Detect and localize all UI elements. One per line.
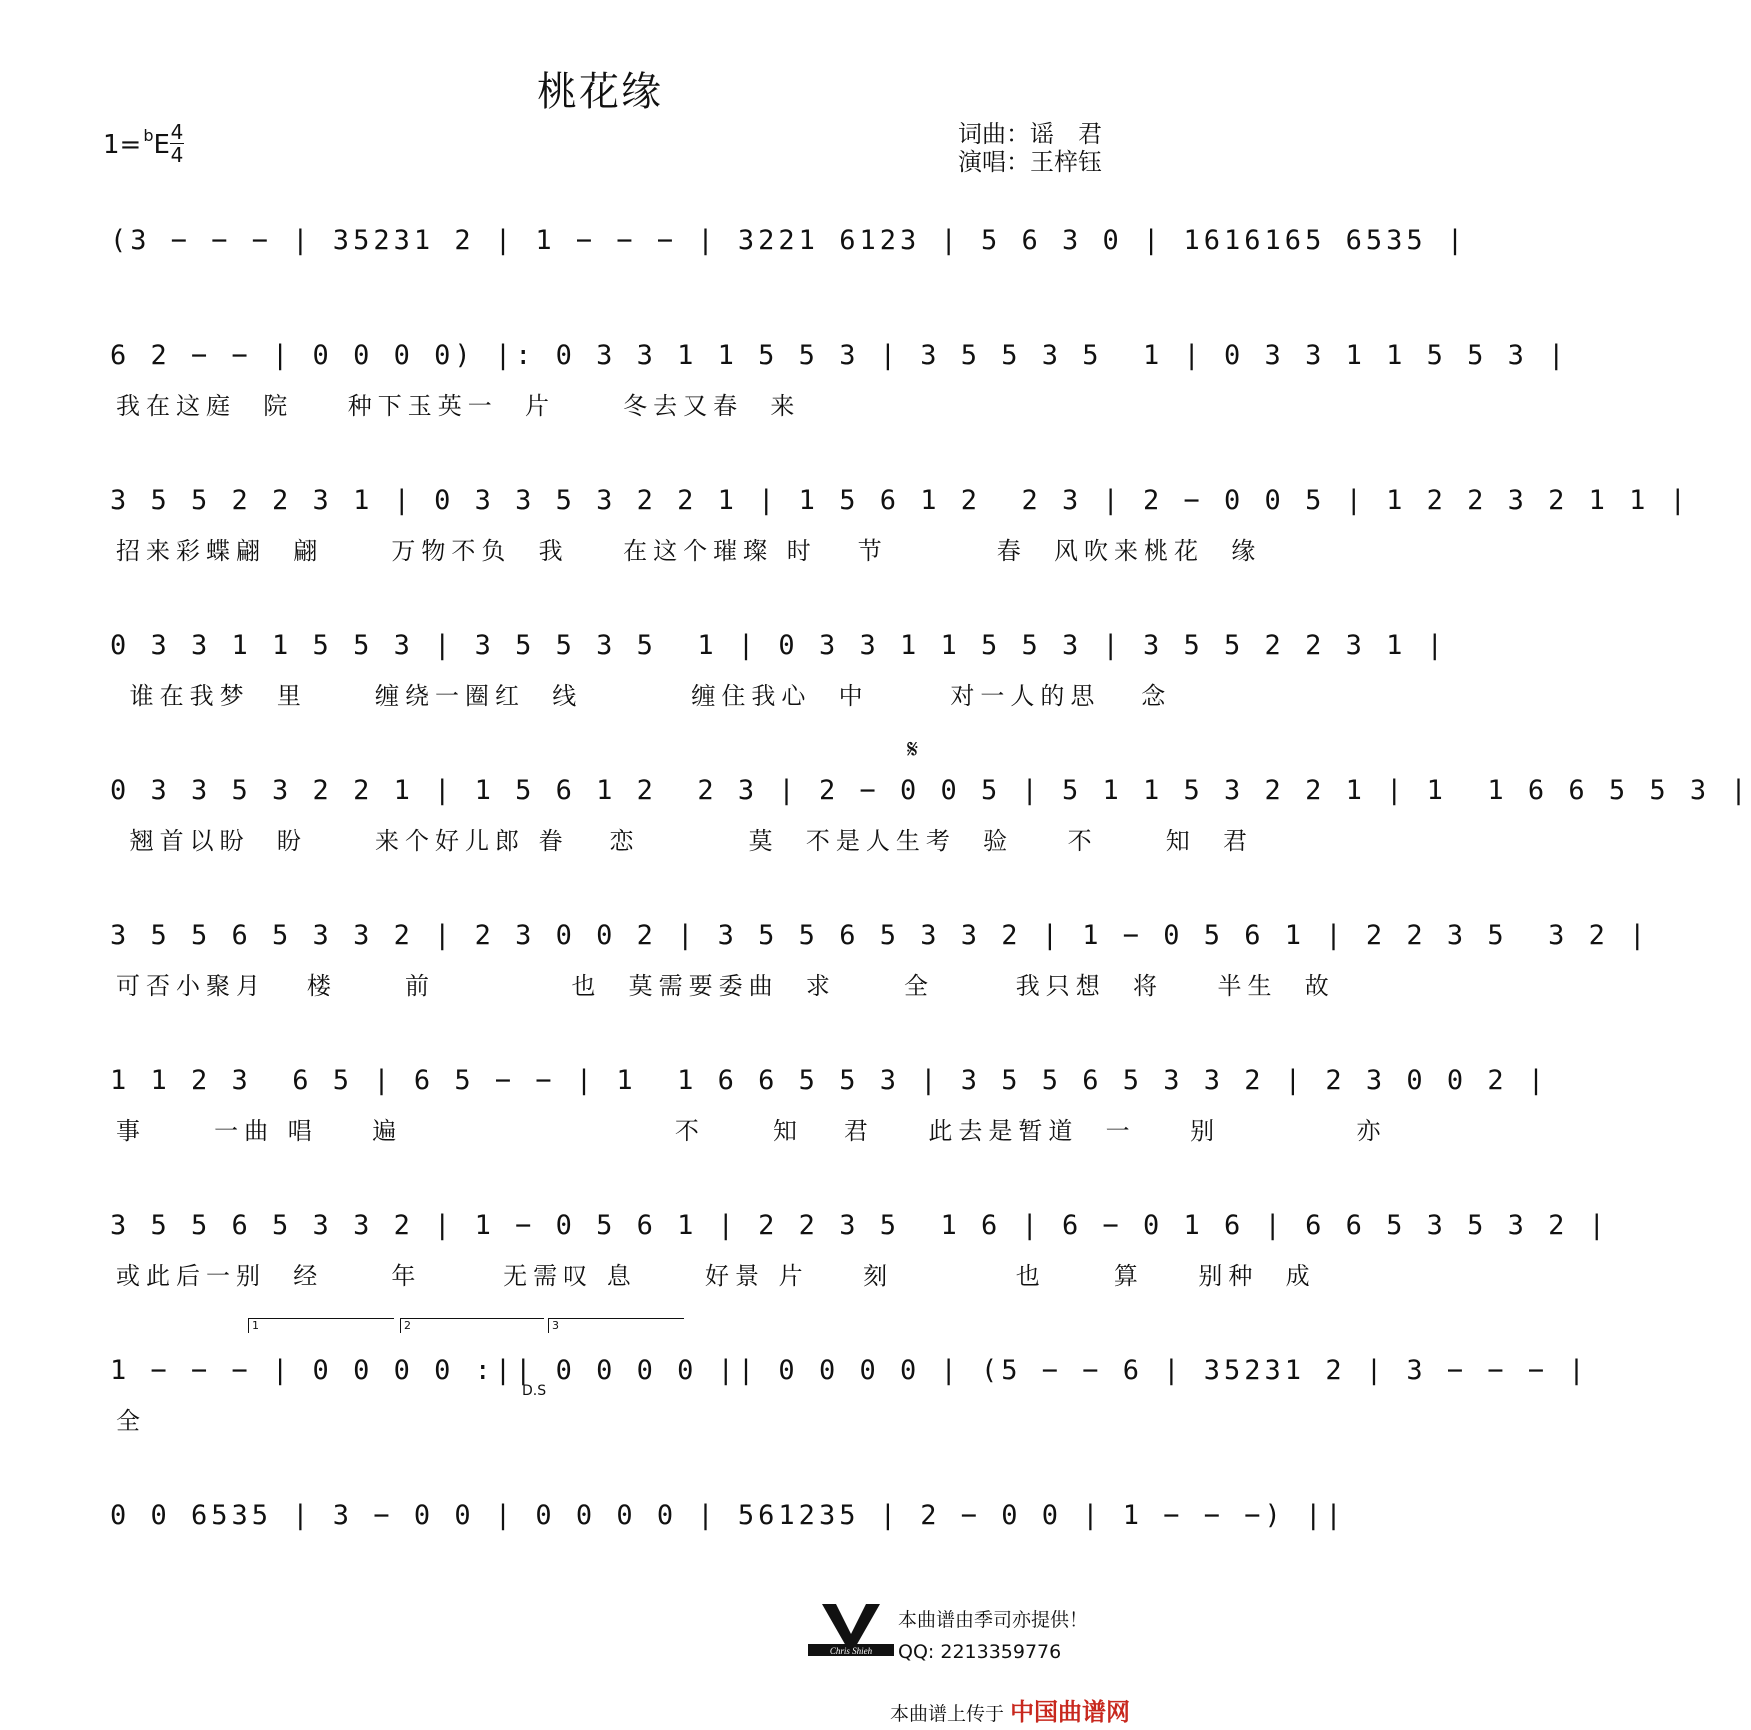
- notes-line: 1 − − − | 0 0 0 0 :|| 0 0 0 0 || 0 0 0 0 | (5 − − 6 | 35231 2 | 3 − − − |: [110, 1355, 1589, 1386]
- key-signature: [103, 126, 170, 160]
- score-row: [110, 630, 1447, 710]
- lyrics-line: 事 一曲 唱 遍 不 知 君 此去是暂道 一 别 亦: [116, 1117, 1387, 1145]
- lyricist-composer: 词曲：谣 君: [958, 120, 1102, 148]
- score-row: [110, 775, 1751, 855]
- logo-v-icon: [808, 1604, 894, 1658]
- lyrics-line: 可否小聚月 楼 前 也 莫需要委曲 求 全 我只想 将 半生 故: [116, 972, 1335, 1000]
- notes-line: 3 5 5 6 5 3 3 2 | 1 − 0 5 6 1 | 2 2 3 5 1 6 | 6 − 0 1 6 | 6 6 5 3 5 3 2 |: [110, 1210, 1609, 1241]
- lyrics-line: 我在这庭 院 种下玉英一 片 冬去又春 来: [116, 392, 801, 420]
- notes-line: 3 5 5 6 5 3 3 2 | 2 3 0 0 2 | 3 5 5 6 5 3 3 2 | 1 − 0 5 6 1 | 2 2 3 5 3 2 |: [110, 920, 1650, 951]
- provider-line: 本曲谱由季司亦提供！: [898, 1609, 1089, 1631]
- lyrics-line: 翘首以盼 盼 来个好儿郎 眷 恋 莫 不是人生考 验 不 知 君: [116, 827, 1254, 855]
- notes-line: 0 3 3 1 1 5 5 3 | 3 5 5 3 5 1 | 0 3 3 1 1 5 5 3 | 3 5 5 2 2 3 1 |: [110, 630, 1447, 661]
- volta-label: 2: [404, 1319, 411, 1332]
- score-row: [110, 1500, 1346, 1544]
- score-row: [110, 1355, 1589, 1435]
- notes-line: (3 − − − | 35231 2 | 1 − − − | 3221 6123 | 5 6 3 0 | 1616165 6535 |: [110, 225, 1468, 256]
- upload-credit: [890, 1692, 1130, 1727]
- score-row: [110, 1210, 1609, 1290]
- notes-line: 1 1 2 3 6 5 | 6 5 − − | 1 1 6 6 5 5 3 | 3 5 5 6 5 3 3 2 | 2 3 0 0 2 |: [110, 1065, 1549, 1096]
- volta-bracket: [248, 1318, 394, 1333]
- notes-line: 0 3 3 5 3 2 2 1 | 1 5 6 1 2 2 3 | 2 − 0 0 5 | 5 1 1 5 3 2 2 1 | 1 1 6 6 5 5 3 |: [110, 775, 1751, 806]
- logo: [808, 1604, 894, 1658]
- score-row: [110, 920, 1650, 1000]
- notes-line: 6 2 − − | 0 0 0 0) |: 0 3 3 1 1 5 5 3 | 3 5 5 3 5 1 | 0 3 3 1 1 5 5 3 |: [110, 340, 1569, 371]
- lyrics-line: 全: [116, 1407, 146, 1435]
- lyrics-line: 或此后一别 经 年 无需叹 息 好景 片 刻 也 算 别种 成: [116, 1262, 1316, 1290]
- provider-qq: QQ: 2213359776: [898, 1641, 1062, 1663]
- notes-line: 0 0 6535 | 3 − 0 0 | 0 0 0 0 | 561235 | 2 − 0 0 | 1 − − −) ||: [110, 1500, 1346, 1531]
- volta-label: 1: [252, 1319, 259, 1332]
- score-row: [110, 485, 1690, 565]
- notes-line: 3 5 5 2 2 3 1 | 0 3 3 5 3 2 2 1 | 1 5 6 1 2 2 3 | 2 − 0 0 5 | 1 2 2 3 2 1 1 |: [110, 485, 1690, 516]
- volta-bracket: [400, 1318, 544, 1333]
- time-top: 4: [170, 120, 184, 144]
- logo-text: Chris Shieh: [829, 1646, 873, 1656]
- score-row: [110, 340, 1569, 420]
- key-tonic: E: [153, 130, 170, 160]
- time-signature: [170, 122, 184, 165]
- lyrics-line: 招来彩蝶翩 翩 万物不负 我 在这个璀璨 时 节 春 风吹来桃花 缘: [116, 537, 1262, 565]
- flat-sign: b: [143, 126, 154, 145]
- credits: [958, 120, 1102, 176]
- score-row: [110, 225, 1468, 269]
- volta-bracket: [548, 1318, 684, 1333]
- provider-info: [898, 1604, 1088, 1668]
- key-prefix: 1=: [103, 130, 142, 160]
- score-row: [110, 1065, 1549, 1145]
- volta-label: 3: [552, 1319, 559, 1332]
- song-title: 桃花缘: [537, 69, 663, 115]
- dal-segno-mark: D.S: [522, 1383, 547, 1399]
- segno-sign: 𝄋: [907, 735, 919, 765]
- lyrics-line: 谁在我梦 里 缠绕一圈红 线 缠住我心 中 对一人的思 念: [116, 682, 1172, 710]
- singer: 演唱：王梓钰: [958, 148, 1102, 176]
- upload-prefix: 本曲谱上传于: [890, 1703, 1005, 1725]
- site-name[interactable]: 中国曲谱网: [1010, 1698, 1131, 1726]
- time-bottom: 4: [170, 143, 184, 167]
